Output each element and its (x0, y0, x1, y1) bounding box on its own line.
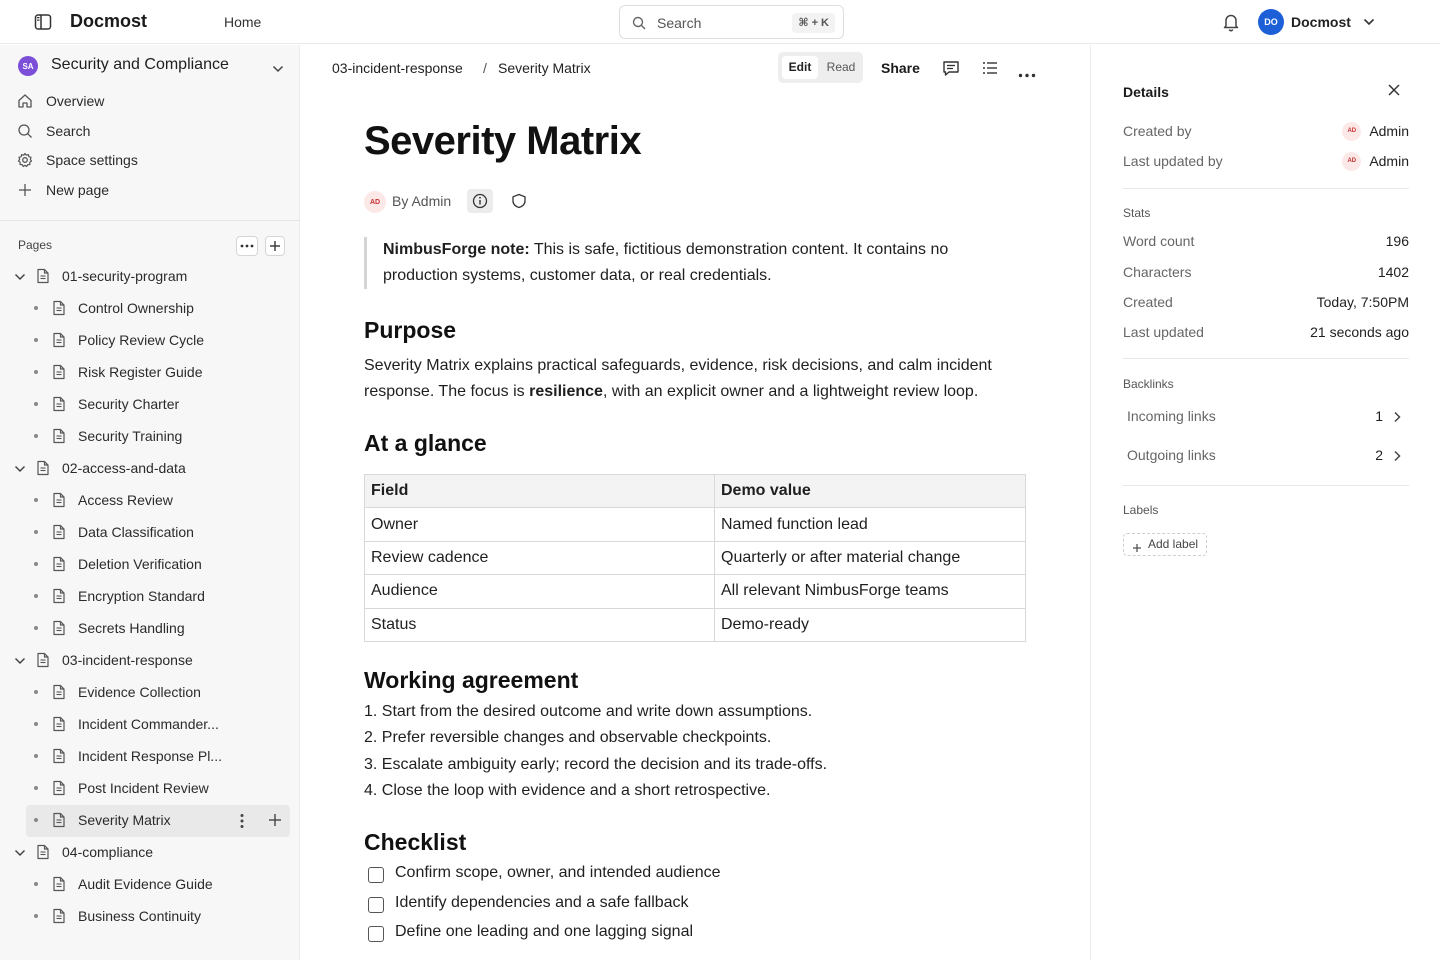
sidebar (0, 45, 300, 960)
outgoing-links-count: 2 (1375, 447, 1383, 463)
tree-item-label: Access Review (78, 492, 173, 508)
checklist-text[interactable]: Identify dependencies and a safe fallback (395, 893, 689, 911)
bullet-icon (34, 882, 38, 886)
tree-item-label: Audit Evidence Guide (78, 876, 213, 892)
document-icon (52, 908, 66, 929)
document-icon (52, 780, 66, 801)
document-icon (52, 588, 66, 609)
add-label-text: Add label (1148, 537, 1199, 551)
tree-page-item[interactable] (0, 741, 300, 771)
document-icon (52, 684, 66, 705)
space-avatar: SA (18, 56, 38, 76)
heading-checklist[interactable]: Checklist (364, 829, 467, 855)
list-item[interactable]: 3. Escalate ambiguity early; record the decision and its trade-offs. (364, 755, 828, 773)
tree-item-label: Incident Response Pl... (78, 748, 222, 764)
plus-icon (1132, 539, 1142, 560)
table-cell[interactable]: Named function lead (715, 508, 1026, 541)
avatar: AD (1342, 122, 1361, 141)
tree-item-label: 04-compliance (62, 844, 154, 860)
more-options-icon[interactable] (1018, 65, 1036, 83)
document-icon (52, 492, 66, 513)
document-icon (52, 332, 66, 353)
bullet-icon (34, 530, 38, 534)
bullet-icon (34, 690, 38, 694)
tree-folder-item[interactable] (0, 453, 300, 483)
space-name: Security and Compliance (51, 56, 229, 73)
document-icon (52, 396, 66, 417)
dots-vertical-icon[interactable] (240, 813, 244, 834)
labels-header: Labels (1123, 503, 1159, 517)
document-icon (52, 428, 66, 449)
search-icon (632, 16, 646, 35)
chevron-down-icon (1363, 13, 1375, 31)
table-row (365, 541, 1026, 574)
word-count-label: Word count (1123, 233, 1195, 249)
tree-item-label: Deletion Verification (78, 556, 202, 572)
home-icon (16, 92, 34, 110)
tree-item-label: 01-security-program (62, 268, 188, 284)
document-icon (36, 844, 50, 865)
add-page-button[interactable] (265, 236, 285, 256)
top-bar (0, 0, 1440, 44)
table-row (365, 608, 1026, 641)
app-logo[interactable]: Docmost (70, 11, 148, 31)
checklist-item (364, 889, 1026, 919)
backlinks-header: Backlinks (1123, 377, 1174, 391)
user-name: Docmost (1291, 14, 1351, 30)
space-switcher[interactable] (18, 54, 290, 78)
user-menu[interactable] (1258, 9, 1375, 35)
created-row (1123, 292, 1409, 312)
tree-item-label: Risk Register Guide (78, 364, 203, 380)
sidebar-item-overview[interactable] (16, 88, 286, 114)
tree-item-label: Evidence Collection (78, 684, 201, 700)
checklist-item (364, 859, 1026, 889)
document-icon (52, 556, 66, 577)
stats-header: Stats (1123, 206, 1151, 220)
tree-page-item[interactable] (0, 357, 300, 387)
tree-folder-item[interactable] (0, 645, 300, 675)
checkbox[interactable] (368, 867, 384, 883)
table-header-cell[interactable]: Demo value (715, 475, 1026, 508)
document-icon (52, 364, 66, 385)
bullet-icon (34, 594, 38, 598)
search-icon (16, 122, 34, 140)
breadcrumb-parent[interactable]: 03-incident-response (332, 60, 463, 76)
tree-item-label: Post Incident Review (78, 780, 209, 796)
outgoing-links-label: Outgoing links (1127, 447, 1216, 463)
word-count-value: 196 (1385, 233, 1409, 249)
details-title: Details (1123, 84, 1169, 100)
tree-page-item[interactable] (0, 325, 300, 355)
sidebar-item-search[interactable] (16, 118, 286, 144)
table-row (365, 508, 1026, 541)
search-input[interactable] (619, 5, 844, 39)
created-by-user[interactable] (1342, 121, 1409, 141)
page-title[interactable]: Severity Matrix (364, 119, 642, 163)
bullet-icon (34, 338, 38, 342)
divider (1123, 358, 1409, 359)
checklist (364, 859, 1026, 948)
avatar: AD (1342, 152, 1361, 171)
table-cell[interactable]: Status (365, 608, 715, 641)
plus-icon (16, 181, 34, 199)
shield-icon[interactable] (508, 189, 530, 213)
table-of-contents-icon[interactable] (981, 59, 999, 82)
tree-page-item[interactable] (0, 517, 300, 547)
chevron-down-icon[interactable] (14, 270, 26, 288)
tree-folder-item[interactable] (0, 837, 300, 867)
tree-page-item[interactable] (0, 677, 300, 707)
tree-page-item[interactable] (0, 421, 300, 451)
checklist-text[interactable]: Confirm scope, owner, and intended audience (395, 864, 721, 881)
heading-purpose[interactable]: Purpose (364, 317, 457, 343)
tree-page-item[interactable] (0, 485, 300, 515)
callout-label: NimbusForge note: (383, 241, 530, 258)
plus-icon[interactable] (268, 813, 282, 832)
bullet-icon (34, 754, 38, 758)
created-by-row (1123, 121, 1409, 141)
document-icon (52, 620, 66, 641)
search-placeholder: Search (657, 15, 702, 31)
tree-item-label: Encryption Standard (78, 588, 205, 604)
last-updated-row (1123, 322, 1409, 342)
incoming-links-count: 1 (1375, 408, 1383, 424)
sidebar-item-label: Space settings (46, 152, 138, 168)
callout-text: This is safe, fictitious demonstration content. It contains no production systems, customer data, or real credentials. (383, 241, 949, 284)
tree-item-label: Security Training (78, 428, 183, 444)
byline (364, 188, 564, 214)
chevron-down-icon (272, 60, 284, 78)
heading-working-agreement[interactable]: Working agreement (364, 667, 579, 693)
document-icon (52, 300, 66, 321)
created-by-label: Created by (1123, 123, 1192, 139)
pages-header: Pages (18, 238, 53, 252)
characters-row (1123, 262, 1409, 282)
document-icon (36, 268, 50, 289)
tree-page-item[interactable] (0, 613, 300, 643)
tree-page-item[interactable] (0, 709, 300, 739)
table-header-row (365, 475, 1026, 508)
document-icon (36, 460, 50, 481)
chevron-down-icon[interactable] (14, 462, 26, 480)
incoming-links-row[interactable] (1123, 402, 1409, 430)
tree-item-label: 02-access-and-data (62, 460, 186, 476)
last-updated-by-user[interactable] (1342, 151, 1409, 171)
tree-page-item[interactable] (0, 805, 300, 835)
sidebar-toggle-icon[interactable] (34, 13, 52, 31)
plus-icon (269, 240, 281, 252)
bullet-icon (34, 818, 38, 822)
user-name: Admin (1369, 123, 1409, 139)
bullet-icon (34, 722, 38, 726)
document-icon (52, 716, 66, 737)
divider (1123, 485, 1409, 486)
tree-page-item[interactable] (0, 389, 300, 419)
document-icon (52, 876, 66, 897)
edit-read-toggle (778, 52, 863, 83)
document-icon (52, 748, 66, 769)
tree-item-label: Policy Review Cycle (78, 332, 205, 348)
divider (1123, 188, 1409, 189)
document-icon (52, 812, 66, 833)
details-panel (1090, 45, 1440, 960)
tree-folder-item[interactable] (0, 261, 300, 291)
pages-more-button[interactable] (236, 236, 258, 256)
breadcrumb-current[interactable]: Severity Matrix (498, 60, 591, 76)
comment-icon[interactable] (942, 59, 960, 82)
table-cell[interactable]: Demo-ready (715, 608, 1026, 641)
table-cell[interactable]: All relevant NimbusForge teams (715, 575, 1026, 608)
checklist-item (364, 918, 1026, 948)
divider (0, 220, 300, 221)
bullet-icon (34, 434, 38, 438)
paragraph-bold: resilience (529, 383, 603, 400)
tree-page-item[interactable] (0, 773, 300, 803)
table-cell[interactable]: Audience (365, 575, 715, 608)
created-label: Created (1123, 294, 1173, 310)
callout-block[interactable] (364, 237, 1026, 289)
chevron-down-icon[interactable] (14, 846, 26, 864)
bell-icon[interactable] (1222, 12, 1240, 37)
chevron-right-icon (1393, 449, 1401, 467)
sidebar-item-space-settings[interactable] (16, 147, 286, 173)
tree-item-label: Severity Matrix (78, 812, 171, 828)
tree-page-item[interactable] (0, 549, 300, 579)
sidebar-item-new-page[interactable] (16, 177, 286, 203)
bullet-icon (34, 370, 38, 374)
dots-horizontal-icon (240, 244, 254, 248)
bullet-icon (34, 626, 38, 630)
breadcrumb-separator: / (483, 60, 487, 76)
last-updated-value: 21 seconds ago (1310, 324, 1409, 340)
table-cell[interactable]: Quarterly or after material change (715, 541, 1026, 574)
chevron-right-icon (1393, 410, 1401, 428)
table-row (365, 575, 1026, 608)
sidebar-item-label: New page (46, 182, 110, 198)
working-agreement-list[interactable] (364, 699, 1026, 805)
bullet-icon (34, 306, 38, 310)
checkbox[interactable] (368, 926, 384, 942)
avatar: AD (364, 191, 386, 213)
document-icon (52, 524, 66, 545)
chevron-down-icon[interactable] (14, 654, 26, 672)
user-name: Admin (1369, 153, 1409, 169)
add-label-button[interactable] (1123, 533, 1207, 556)
gear-icon (16, 151, 34, 169)
created-value: Today, 7:50PM (1316, 294, 1409, 310)
tree-item-label: Business Continuity (78, 908, 201, 924)
list-item[interactable]: 4. Close the loop with evidence and a short retrospective. (364, 782, 771, 800)
list-item[interactable]: 1. Start from the desired outcome and write down assumptions. (364, 703, 813, 720)
characters-value: 1402 (1377, 264, 1409, 280)
tree-item-label: Incident Commander... (78, 716, 219, 732)
last-updated-by-row (1123, 151, 1409, 171)
tree-page-item[interactable] (0, 869, 300, 899)
word-count-row (1123, 231, 1409, 251)
table-cell[interactable]: Review cadence (365, 541, 715, 574)
info-icon[interactable] (467, 189, 493, 213)
home-link[interactable]: Home (224, 14, 262, 30)
outgoing-links-row[interactable] (1123, 441, 1409, 469)
bullet-icon (34, 498, 38, 502)
sidebar-item-label: Search (46, 123, 91, 139)
table-header-cell[interactable]: Field (365, 475, 715, 508)
last-updated-by-label: Last updated by (1123, 153, 1223, 169)
author-name: By Admin (392, 193, 452, 209)
share-button[interactable]: Share (881, 60, 920, 76)
read-mode-button[interactable]: Read (826, 60, 856, 74)
avatar: DO (1258, 9, 1284, 35)
tree-page-item[interactable] (0, 293, 300, 323)
document-header (300, 45, 1090, 91)
bullet-icon (34, 402, 38, 406)
tree-item-label: Security Charter (78, 396, 180, 412)
bullet-icon (34, 786, 38, 790)
tree-item-label: Secrets Handling (78, 620, 185, 636)
bullet-icon (34, 914, 38, 918)
glance-table[interactable] (364, 474, 1026, 642)
heading-at-a-glance[interactable]: At a glance (364, 430, 487, 456)
tree-page-item[interactable] (0, 581, 300, 611)
paragraph-text: , with an explicit owner and a lightweight review loop. (602, 383, 979, 400)
incoming-links-label: Incoming links (1127, 408, 1216, 424)
search-shortcut: ⌘ + K (792, 13, 835, 33)
tree-page-item[interactable] (0, 901, 300, 931)
tree-item-label: Data Classification (78, 524, 194, 540)
edit-mode-button[interactable]: Edit (782, 56, 818, 79)
tree-item-label: Control Ownership (78, 300, 194, 316)
characters-label: Characters (1123, 264, 1192, 280)
sidebar-item-label: Overview (46, 93, 105, 109)
close-icon[interactable] (1387, 83, 1401, 102)
paragraph-text: Severity Matrix explains practical safeguards, evidence, risk decisions, and calm incident response. The focus is (364, 357, 992, 400)
table-cell[interactable]: Owner (365, 508, 715, 541)
last-updated-label: Last updated (1123, 324, 1204, 340)
tree-item-label: 03-incident-response (62, 652, 193, 668)
checklist-text[interactable]: Define one leading and one lagging signal (395, 923, 694, 941)
document-icon (36, 652, 50, 673)
list-item[interactable]: 2. Prefer reversible changes and observable checkpoints. (364, 729, 772, 747)
purpose-paragraph[interactable] (364, 353, 1026, 405)
bullet-icon (34, 562, 38, 566)
checkbox[interactable] (368, 897, 384, 913)
